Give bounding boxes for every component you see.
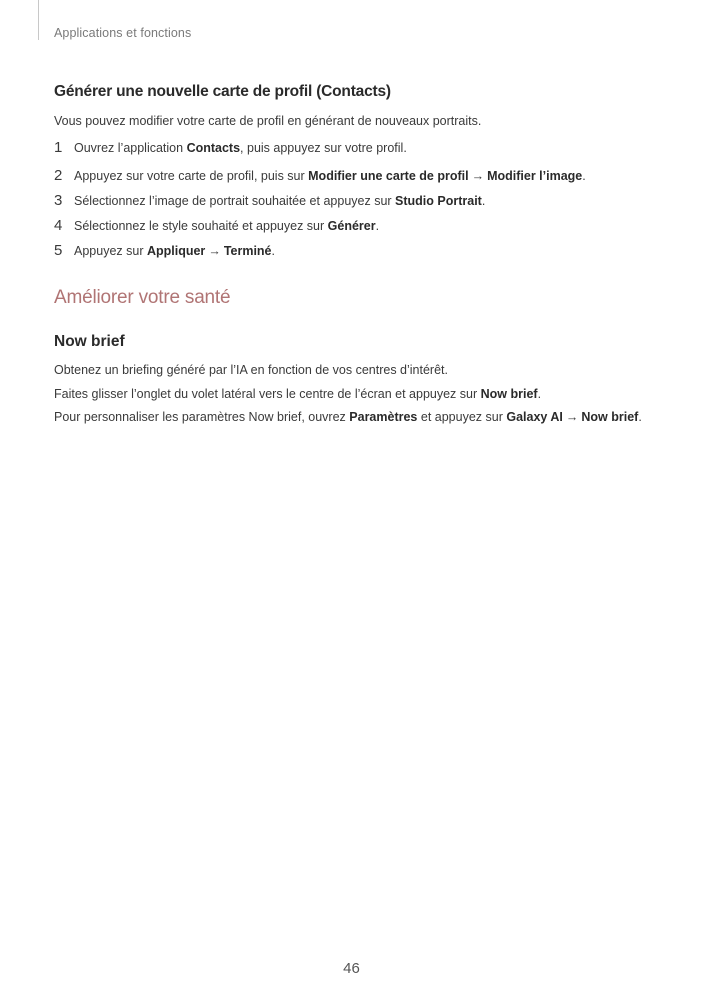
section-title: Générer une nouvelle carte de profil (Contacts): [54, 83, 391, 100]
ui-term: Modifier une carte de profil: [308, 169, 469, 183]
ui-term: Générer: [327, 219, 376, 233]
step-number: 3: [54, 192, 63, 209]
header-divider-line: [38, 0, 39, 40]
arrow-right-icon: →: [208, 244, 221, 258]
paragraph-line: Pour personnaliser les paramètres Now brief, ouvrez Paramètres et appuyez sur Galaxy AI → Now brief.: [54, 410, 642, 424]
page-number: 46: [343, 960, 360, 977]
step-item: 4 Sélectionnez le style souhaité et appuyez sur Générer.: [54, 217, 380, 234]
step-item: 5 Appuyez sur Appliquer → Terminé.: [54, 242, 275, 259]
now-brief-description: [54, 359, 674, 430]
ui-term: Galaxy AI: [506, 410, 563, 424]
ui-term: Appliquer: [146, 244, 206, 258]
step-item: 3 Sélectionnez l’image de portrait souhaitée et appuyez sur Studio Portrait.: [54, 192, 486, 209]
section-intro: Vous pouvez modifier votre carte de profil en générant de nouveaux portraits.: [54, 114, 482, 128]
step-number: 5: [54, 242, 63, 259]
paragraph-line: Faites glisser l’onglet du volet latéral vers le centre de l’écran et appuyez sur Now brief.: [54, 386, 542, 401]
paragraph-line: Obtenez un briefing généré par l’IA en fonction de vos centres d’intérêt.: [54, 363, 448, 377]
ui-term: Terminé: [223, 244, 272, 258]
arrow-right-icon: →: [471, 169, 485, 183]
step-item: 1 Ouvrez l’application Contacts, puis appuyez sur votre profil.: [54, 139, 407, 156]
ui-term: Studio Portrait: [395, 194, 482, 208]
page-content: [54, 82, 674, 430]
arrow-right-icon: →: [565, 410, 579, 424]
chapter-title: Améliorer votre santé: [54, 287, 231, 308]
ui-term: Modifier l’image: [487, 169, 583, 183]
step-item: 2 Appuyez sur votre carte de profil, puis sur Modifier une carte de profil → Modifier l’image.: [54, 167, 586, 184]
subsection-title: Now brief: [54, 333, 125, 350]
steps-list: [54, 139, 674, 260]
running-header: Applications et fonctions: [54, 26, 192, 40]
step-number: 4: [54, 217, 63, 234]
ui-term: Now brief: [480, 386, 538, 401]
ui-term: Now brief: [581, 410, 639, 424]
ui-term: Paramètres: [349, 410, 418, 424]
ui-term: Contacts: [186, 141, 241, 155]
step-number: 2: [54, 167, 63, 184]
step-number: 1: [54, 139, 63, 156]
